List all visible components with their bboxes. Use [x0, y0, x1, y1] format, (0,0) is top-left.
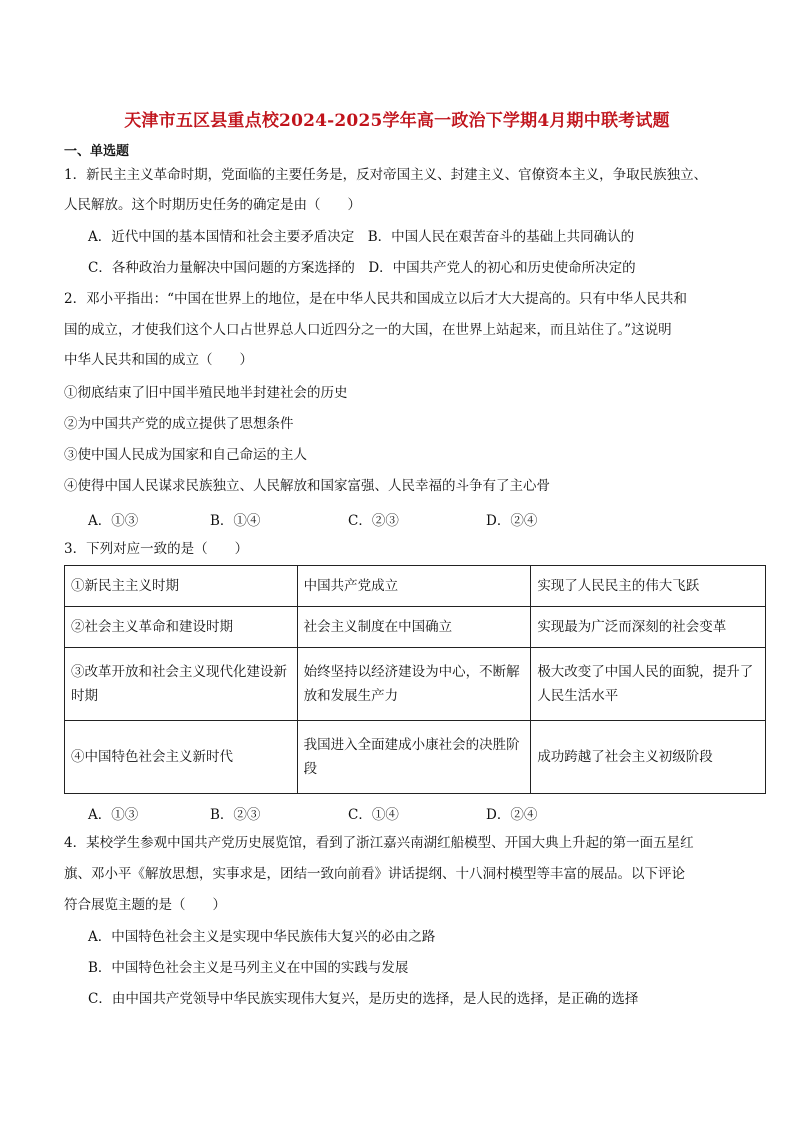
- table-cell: 始终坚持以经济建设为中心，不断解放和发展生产力: [297, 648, 531, 721]
- q2-statement-2: ②为中国共产党的成立提供了思想条件: [64, 416, 294, 432]
- q2-option-c: C．②③: [348, 513, 399, 529]
- q1-option-row-1: A．近代中国的基本国情和社会主要矛盾决定 B．中国人民在艰苦奋斗的基础上共同确认的: [88, 229, 635, 245]
- table-cell: ②社会主义革命和建设时期: [65, 607, 298, 648]
- q4-line-1: 4．某校学生参观中国共产党历史展览馆，看到了浙江嘉兴南湖红船模型、开国大典上升起的第一面五星红: [64, 835, 694, 851]
- q1-line-1: 1．新民主主义革命时期，党面临的主要任务是，反对帝国主义、封建主义、官僚资本主义，争取民族独立、: [64, 167, 708, 183]
- q3-stem: 3．下列对应一致的是（ ）: [64, 541, 249, 557]
- table-cell: 中国共产党成立: [297, 566, 531, 607]
- q3-option-b: B．②③: [210, 807, 261, 823]
- q1-line-2: 人民解放。这个时期历史任务的确定是由（ ）: [64, 197, 361, 213]
- section-heading: 一、单选题: [64, 144, 130, 159]
- table-cell: ③改革开放和社会主义现代化建设新时期: [65, 648, 298, 721]
- table-cell: 实现了人民民主的伟大飞跃: [531, 566, 766, 607]
- table-cell: ④中国特色社会主义新时代: [65, 721, 298, 794]
- table-cell: 实现最为广泛而深刻的社会变革: [531, 607, 766, 648]
- table-cell: 成功跨越了社会主义初级阶段: [531, 721, 766, 794]
- q4-line-3: 符合展览主题的是（ ）: [64, 897, 226, 913]
- q1-option-row-2: C．各种政治力量解决中国问题的方案选择的 D．中国共产党人的初心和历史使命所决定的: [88, 260, 636, 276]
- q4-option-c: C．由中国共产党领导中华民族实现伟大复兴，是历史的选择，是人民的选择，是正确的选择: [88, 991, 639, 1007]
- q4-option-b: B．中国特色社会主义是马列主义在中国的实践与发展: [88, 960, 409, 976]
- table-cell: 社会主义制度在中国确立: [297, 607, 531, 648]
- q3-option-a: A．①③: [88, 807, 139, 823]
- q2-option-d: D．②④: [486, 513, 538, 529]
- q3-table: [64, 565, 766, 794]
- table-row: [65, 566, 766, 607]
- q2-statement-3: ③使中国人民成为国家和自己命运的主人: [64, 447, 307, 463]
- q2-statement-1: ①彻底结束了旧中国半殖民地半封建社会的历史: [64, 385, 348, 401]
- q4-option-a: A．中国特色社会主义是实现中华民族伟大复兴的必由之路: [88, 929, 436, 945]
- table-row: [65, 648, 766, 721]
- page-title: 天津市五区县重点校2024-2025学年高一政治下学期4月期中联考试题: [124, 111, 670, 131]
- q3-option-c: C．①④: [348, 807, 399, 823]
- q2-line-2: 国的成立，才使我们这个人口占世界总人口近四分之一的大国，在世界上站起来，而且站住了。”这说明: [64, 322, 672, 338]
- q2-line-3: 中华人民共和国的成立（ ）: [64, 352, 253, 368]
- table-cell: ①新民主主义时期: [65, 566, 298, 607]
- table-cell: 我国进入全面建成小康社会的决胜阶段: [297, 721, 531, 794]
- table-cell: 极大改变了中国人民的面貌，提升了人民生活水平: [531, 648, 766, 721]
- q2-option-a: A．①③: [88, 513, 139, 529]
- q2-line-1: 2．邓小平指出：“中国在世界上的地位，是在中华人民共和国成立以后才大大提高的。只有中华人民共和: [64, 291, 687, 307]
- table-row: [65, 721, 766, 794]
- q2-option-b: B．①④: [210, 513, 261, 529]
- q4-line-2: 旗、邓小平《解放思想，实事求是，团结一致向前看》讲话提纲、十八洞村模型等丰富的展品。以下评论: [64, 866, 685, 882]
- table-row: [65, 607, 766, 648]
- q2-statement-4: ④使得中国人民谋求民族独立、人民解放和国家富强、人民幸福的斗争有了主心骨: [64, 478, 550, 494]
- q3-option-d: D．②④: [486, 807, 538, 823]
